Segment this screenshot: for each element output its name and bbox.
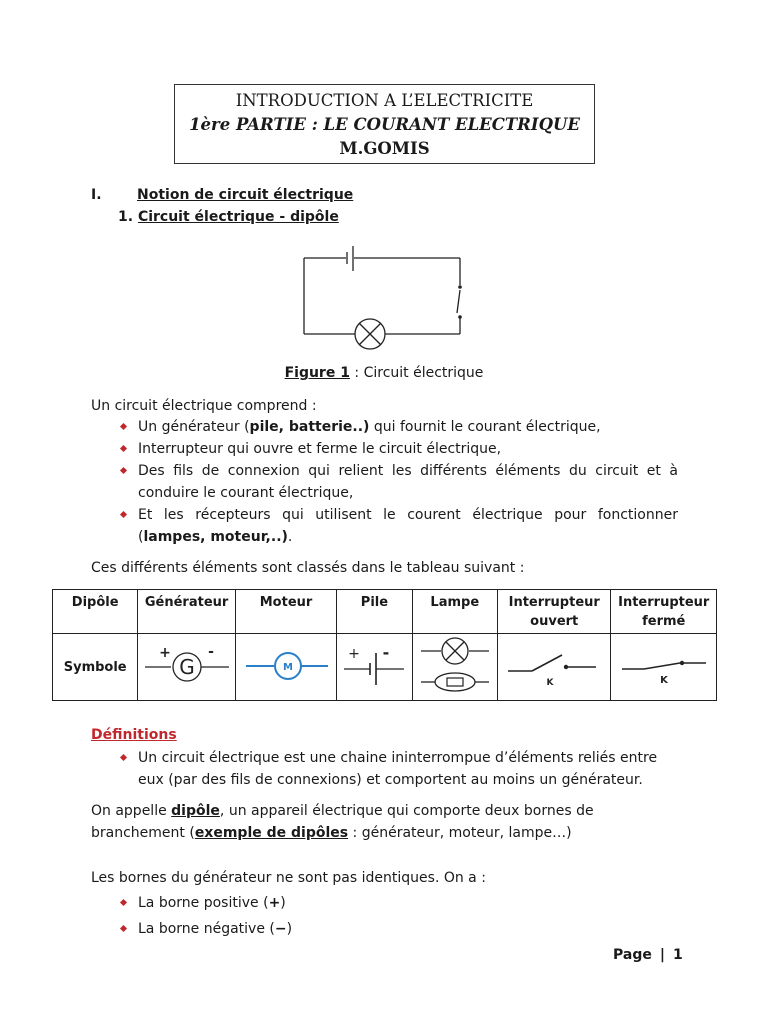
- diamond-bullet-icon: [120, 467, 127, 474]
- bornes-intro: Les bornes du générateur ne sont pas identiques. On a :: [91, 870, 486, 886]
- page-footer: [613, 947, 683, 963]
- table-header: Dipôle: [53, 590, 138, 634]
- lamp-symbol-icon: [417, 634, 493, 696]
- document-subtitle: 1ère PARTIE : LE COURANT ELECTRIQUE: [189, 115, 580, 134]
- paragraph-text: : générateur, moteur, lampe…): [348, 825, 572, 841]
- figure-label: Figure 1: [284, 365, 350, 381]
- diamond-bullet-icon: [120, 423, 127, 430]
- closed-switch-symbol-icon: [616, 643, 712, 687]
- diamond-bullet-icon: [120, 925, 127, 932]
- list-item-text: .: [287, 529, 293, 545]
- plus-sign: +: [348, 646, 361, 662]
- table-row: [53, 634, 717, 701]
- list-item-text: ): [286, 921, 293, 937]
- open-switch-symbol-cell: [497, 634, 611, 701]
- list-item-text: Des fils de connexion qui relient les différents éléments du circuit et à conduire le courant électrique,: [138, 463, 678, 501]
- dipole-term: dipôle: [171, 803, 220, 819]
- section-title: Notion de circuit électrique: [137, 187, 354, 203]
- section-heading: [91, 187, 353, 203]
- table-intro: Ces différents éléments sont classés dans le tableau suivant :: [91, 560, 525, 576]
- document-author: M.GOMIS: [339, 139, 430, 158]
- bornes-list: [118, 890, 678, 942]
- page-number: 1: [672, 947, 683, 963]
- figure-caption: [0, 365, 768, 381]
- table-header: Interrupteur fermé: [611, 590, 717, 634]
- list-item-text: ): [280, 895, 286, 911]
- definition-text: Un circuit électrique est une chaine ininterrompue d’éléments reliés entre eux (par des fils de connexions) et comportent au moins un générateur.: [138, 750, 658, 788]
- paragraph-text: , un appareil électrique qui comporte deux bornes de branchement (: [91, 803, 594, 841]
- open-switch-symbol-icon: [504, 643, 604, 687]
- figure-sep: :: [349, 365, 364, 381]
- page-separator: |: [659, 947, 665, 963]
- subsection-number: 1.: [118, 209, 134, 225]
- list-item-text: qui fournit le courant électrique,: [369, 419, 601, 435]
- list-item-bold: pile, batterie..): [249, 419, 370, 435]
- motor-symbol-cell: [235, 634, 336, 701]
- subsection-heading: [118, 209, 339, 225]
- motor-symbol-icon: [240, 643, 332, 687]
- positive-sign: +: [268, 895, 281, 911]
- lamp-symbol-cell: [412, 634, 497, 701]
- list-item: [118, 916, 678, 942]
- document-title: INTRODUCTION A L’ELECTRICITE: [235, 91, 534, 110]
- switch-letter: K: [546, 678, 554, 687]
- section-number: I.: [91, 187, 102, 203]
- battery-symbol-icon: [340, 643, 408, 687]
- intro-paragraph: Un circuit électrique comprend :: [91, 398, 317, 414]
- dipole-paragraph: [91, 800, 611, 844]
- list-item: [118, 504, 678, 548]
- plus-sign: +: [158, 645, 171, 661]
- generator-letter: G: [178, 655, 195, 679]
- list-item-text: Interrupteur qui ouvre et ferme le circuit électrique,: [138, 441, 502, 457]
- list-item-text: La borne négative (: [138, 921, 275, 937]
- table-header: Moteur: [235, 590, 336, 634]
- subsection-title: Circuit électrique - dipôle: [137, 209, 339, 225]
- list-item-bold: lampes, moteur,..): [143, 529, 288, 545]
- list-item-text: La borne positive (: [138, 895, 269, 911]
- table-header-row: [53, 590, 717, 634]
- table-header: Interrupteur ouvert: [497, 590, 611, 634]
- list-item: [118, 438, 678, 460]
- table-header: Pile: [337, 590, 412, 634]
- list-item: [118, 890, 678, 916]
- definitions-title: Définitions: [91, 727, 177, 743]
- closed-switch-symbol-cell: [611, 634, 717, 701]
- components-list: [118, 416, 678, 548]
- generator-symbol-cell: [138, 634, 235, 701]
- diamond-bullet-icon: [120, 445, 127, 452]
- list-item: [118, 460, 678, 504]
- minus-sign: -: [207, 644, 214, 660]
- definitions-list: [118, 747, 678, 791]
- table-row-label: Symbole: [53, 634, 138, 701]
- switch-letter: K: [659, 675, 668, 686]
- diamond-bullet-icon: [120, 899, 127, 906]
- battery-symbol-cell: [337, 634, 412, 701]
- components-table: [52, 589, 717, 701]
- example-term: exemple de dipôles: [194, 825, 349, 841]
- motor-letter: M: [283, 662, 294, 673]
- diamond-bullet-icon: [120, 511, 127, 518]
- table-header: Générateur: [138, 590, 235, 634]
- list-item-text: Et les récepteurs qui utilisent le courent électrique pour fonctionner (: [138, 507, 678, 545]
- figure-text: Circuit électrique: [363, 365, 484, 381]
- list-item: [118, 747, 678, 791]
- page-label: Page: [613, 947, 652, 963]
- minus-sign: -: [383, 643, 390, 662]
- negative-sign: −: [274, 921, 287, 937]
- circuit-diagram: [300, 243, 466, 353]
- paragraph-text: On appelle: [91, 803, 172, 819]
- diamond-bullet-icon: [120, 754, 127, 761]
- title-box: [174, 84, 595, 164]
- list-item-text: Un générateur (: [138, 419, 250, 435]
- generator-symbol-icon: [141, 643, 233, 687]
- table-header: Lampe: [412, 590, 497, 634]
- list-item: [118, 416, 678, 438]
